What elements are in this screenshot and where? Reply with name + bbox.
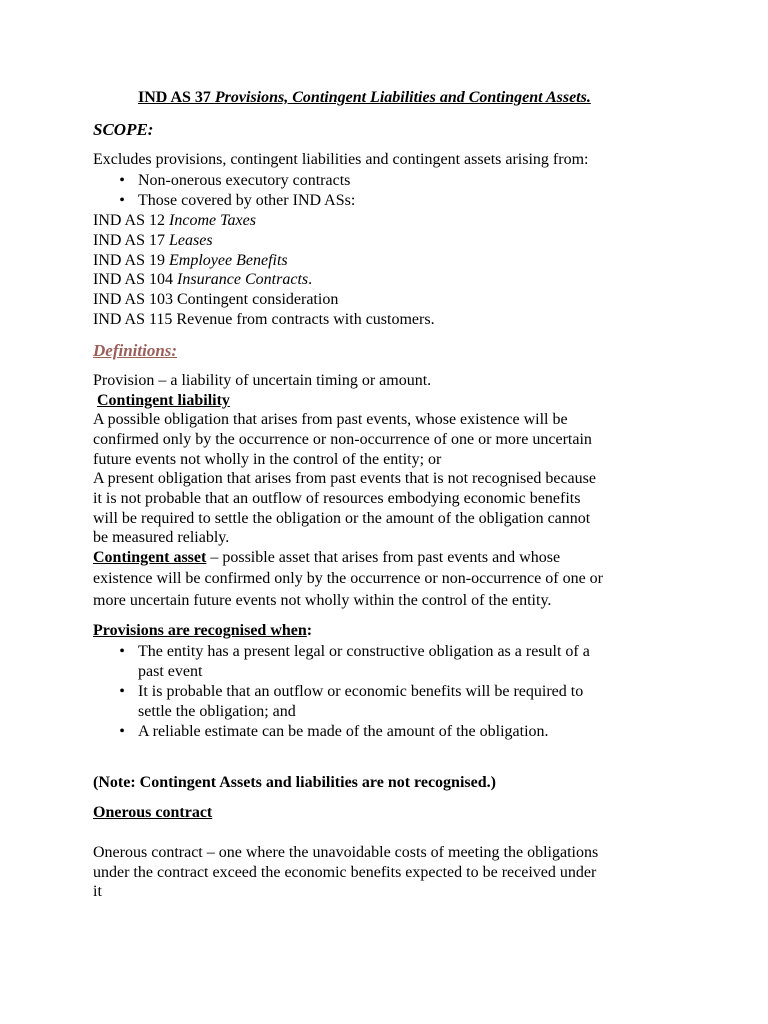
recognition-bullet-text: The entity has a present legal or constructive obligation as a result of a	[138, 643, 590, 660]
scope-heading: SCOPE:	[93, 120, 154, 139]
scope-bullet-text: Those covered by other IND ASs:	[138, 192, 356, 209]
scope-intro: Excludes provisions, contingent liabilities and contingent assets arising from:	[93, 151, 589, 168]
recognition-bullet-continuation: settle the obligation; and	[138, 703, 296, 720]
recognition-bullet-text: It is probable that an outflow or economic benefits will be required to	[138, 683, 584, 700]
standard-line	[93, 231, 213, 250]
contingent-liability-line: A possible obligation that arises from past events, whose existence will be	[93, 411, 568, 428]
onerous-line: Onerous contract – one where the unavoidable costs of meeting the obligations	[93, 844, 599, 861]
bullet-icon: •	[119, 683, 125, 700]
scope-bullet-text: Non-onerous executory contracts	[138, 172, 351, 189]
contingent-liability-line: it is not probable that an outflow of resources embodying economic benefits	[93, 490, 581, 507]
standard-code: IND AS 17	[93, 232, 170, 249]
contingent-liability-heading: Contingent liability	[97, 392, 230, 409]
contingent-asset-line	[93, 548, 560, 567]
document-title	[138, 88, 591, 107]
recognition-heading-colon: :	[306, 622, 313, 639]
title-prefix: IND AS 37	[138, 89, 215, 106]
definitions-heading: Definitions:	[93, 341, 178, 360]
recognition-bullet-text: A reliable estimate can be made of the amount of the obligation.	[138, 723, 549, 740]
standard-line	[93, 270, 312, 289]
bullet-icon: •	[119, 643, 125, 660]
contingent-asset-line: existence will be confirmed only by the occurrence or non-occurrence of one or	[93, 570, 603, 587]
standard-name: Insurance Contracts	[177, 271, 309, 288]
standard-line	[93, 211, 256, 230]
standard-code: IND AS 104	[93, 271, 178, 288]
title-italic: Provisions, Contingent Liabilities and Contingent Assets.	[214, 89, 591, 106]
bullet-icon: •	[119, 192, 125, 209]
recognition-heading	[93, 621, 312, 640]
standard-code: IND AS 12	[93, 212, 170, 229]
bullet-icon: •	[119, 172, 125, 189]
onerous-line: under the contract exceed the economic benefits expected to be received under	[93, 864, 597, 881]
standard-line: IND AS 103 Contingent consideration	[93, 291, 339, 308]
contingent-liability-line: will be required to settle the obligation or the amount of the obligation cannot	[93, 510, 591, 527]
standard-line	[93, 251, 288, 270]
contingent-asset-label: Contingent asset	[93, 549, 207, 566]
contingent-liability-line: be measured reliably.	[93, 529, 230, 546]
standard-code: IND AS 19	[93, 252, 170, 269]
standard-name: Leases	[169, 232, 213, 249]
contingent-asset-text: – possible asset that arises from past events and whose	[206, 549, 561, 566]
bullet-icon: •	[119, 723, 125, 740]
contingent-asset-line: more uncertain future events not wholly within the control of the entity.	[93, 592, 552, 609]
contingent-liability-line: future events not wholly in the control of the entity; or	[93, 451, 442, 468]
contingent-liability-line: A present obligation that arises from past events that is not recognised because	[93, 470, 596, 487]
standard-line: IND AS 115 Revenue from contracts with customers.	[93, 311, 435, 328]
note-text: (Note: Contingent Assets and liabilities are not recognised.)	[93, 774, 496, 791]
provision-definition: Provision – a liability of uncertain timing or amount.	[93, 372, 432, 389]
recognition-heading-text: Provisions are recognised when	[93, 622, 307, 639]
recognition-bullet-continuation: past event	[138, 663, 203, 680]
contingent-liability-line: confirmed only by the occurrence or non-occurrence of one or more uncertain	[93, 431, 592, 448]
standard-name: Income Taxes	[169, 212, 256, 229]
standard-name: Employee Benefits	[169, 252, 288, 269]
onerous-heading: Onerous contract	[93, 804, 213, 821]
onerous-line: it	[93, 883, 102, 900]
standard-suffix: .	[308, 271, 313, 288]
